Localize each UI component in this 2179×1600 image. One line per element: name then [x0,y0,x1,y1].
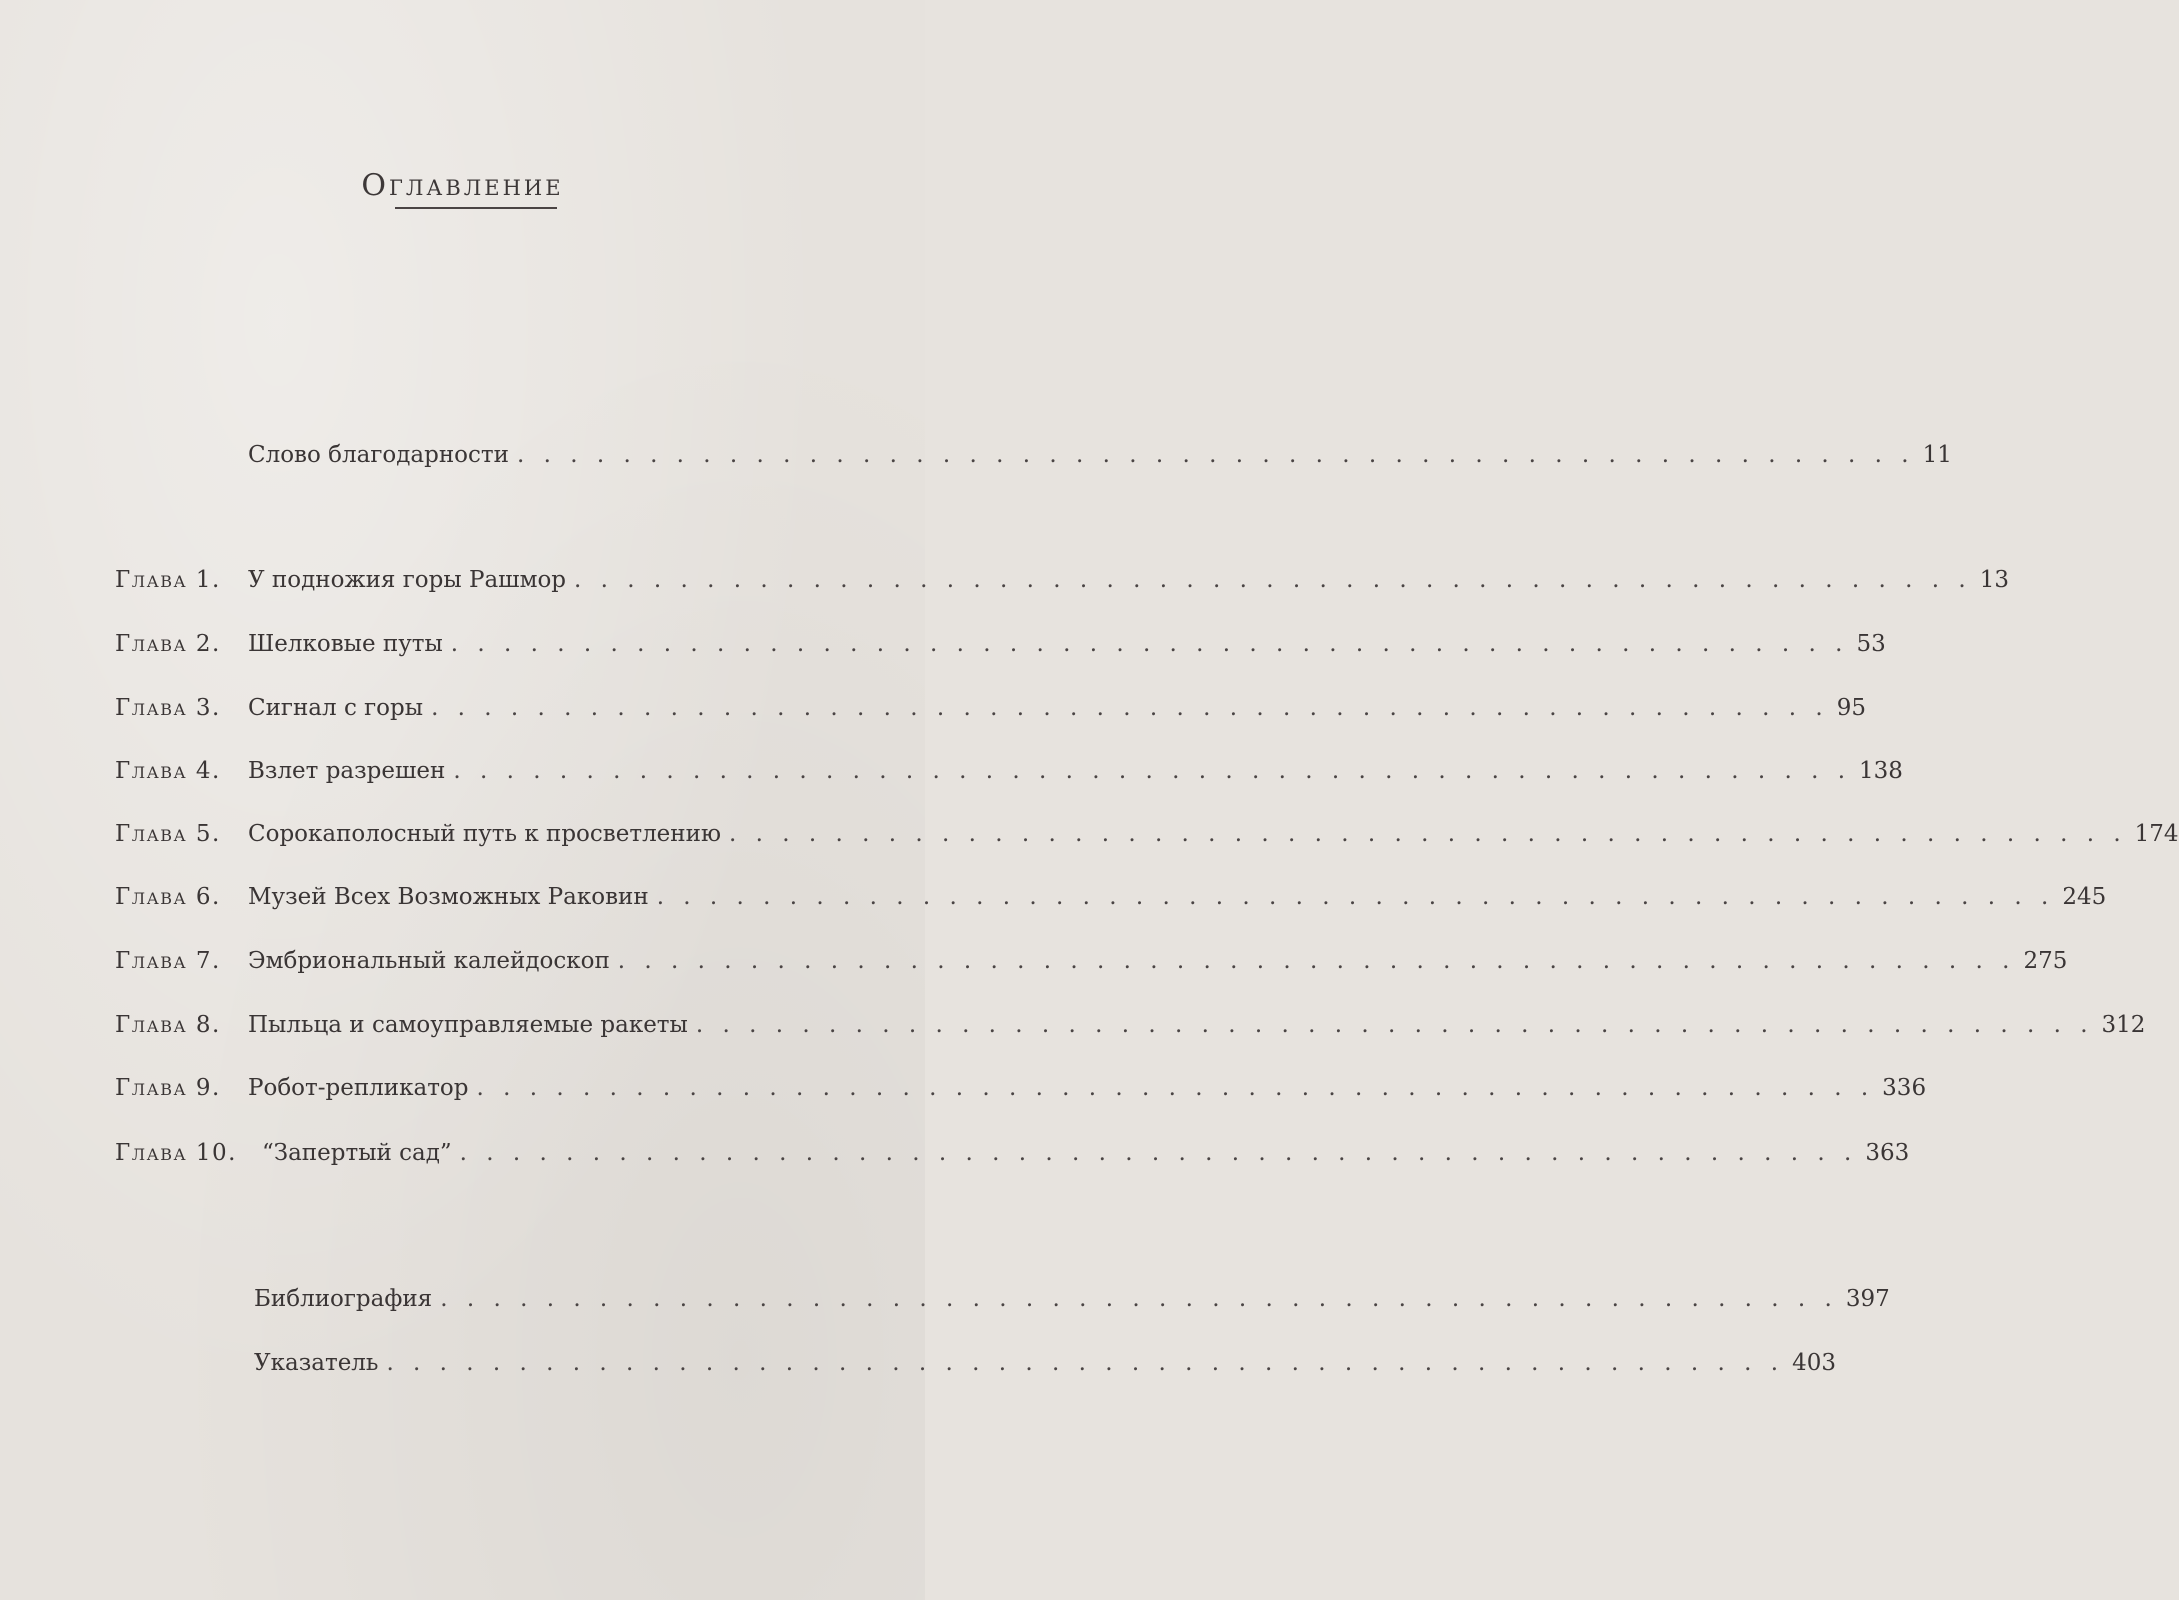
toc-page-number: 336 [1882,1075,1927,1101]
chapter-label: Глава 7. [115,948,221,974]
toc-entry [248,821,2179,847]
toc-entry-bibliography [254,1286,1890,1312]
toc-entry [248,1012,2146,1038]
chapter-label: Глава 9. [115,1075,221,1101]
dot-leader: . . . . . . . . . . . . . . . . . . . . . . . . . . . . . . . . . . . . . . . . . . . . . . . . . . . . . [617,948,2016,974]
toc-entry-name: Слово благодарности [248,442,509,468]
toc-entry-name: Эмбриональный калейдоскоп [248,948,610,974]
chapter-label: Глава 5. [115,821,221,847]
toc-page-number: 275 [2023,948,2068,974]
toc-page-number: 138 [1859,758,1903,784]
toc-page-number: 245 [2062,884,2107,910]
title-underline [395,207,557,209]
toc-entry [248,758,1903,784]
dot-leader: . . . . . . . . . . . . . . . . . . . . . . . . . . . . . . . . . . . . . . . . . . . . . . . . . . . . . [476,1075,1875,1101]
toc-entry [248,567,2009,593]
toc-title: Оглавление [361,168,564,203]
dot-leader: . . . . . . . . . . . . . . . . . . . . . . . . . . . . . . . . . . . . . . . . . . . . . . . . . . . . . [516,442,1915,468]
dot-leader: . . . . . . . . . . . . . . . . . . . . . . . . . . . . . . . . . . . . . . . . . . . . . . . . . . . . . [574,567,1972,593]
chapter-label: Глава 10. [115,1140,237,1166]
toc-page-number: 312 [2101,1012,2146,1038]
toc-entry [248,1075,1927,1101]
dot-leader: . . . . . . . . . . . . . . . . . . . . . . . . . . . . . . . . . . . . . . . . . . . . . . . . . . . . . [440,1286,1838,1312]
toc-page-number: 403 [1792,1350,1837,1376]
chapter-label: Глава 6. [115,884,221,910]
toc-entry-name: Сигнал с горы [248,695,424,721]
toc-entry [248,884,2107,910]
toc-page-number: 95 [1836,695,1867,721]
toc-entry-name: У подножия горы Рашмор [248,567,567,593]
toc-entry-name: Пыльца и самоуправляемые ракеты [248,1012,688,1038]
toc-entry [262,1140,1910,1166]
toc-entry [248,695,1867,721]
toc-entry-name: “Запертый сад” [262,1140,452,1166]
toc-page-number: 11 [1922,442,1952,468]
toc-entry-name: Музей Всех Возможных Раковин [248,884,649,910]
toc-page-number: 363 [1865,1140,1910,1166]
toc-page-number: 13 [1979,567,2009,593]
dot-leader: . . . . . . . . . . . . . . . . . . . . . . . . . . . . . . . . . . . . . . . . . . . . . . . . . . . . . [695,1012,2094,1038]
toc-entry-name: Шелковые путы [248,631,443,657]
toc-page-number: 174 [2134,821,2179,847]
chapter-label: Глава 2. [115,631,221,657]
toc-page-number: 397 [1845,1286,1890,1312]
chapter-label: Глава 1. [115,567,221,593]
toc-entry-name: Указатель [254,1350,379,1376]
chapter-label: Глава 8. [115,1012,221,1038]
toc-entry-name: Библиография [254,1286,433,1312]
dot-leader: . . . . . . . . . . . . . . . . . . . . . . . . . . . . . . . . . . . . . . . . . . . . . . . . . . . . . [386,1350,1785,1376]
dot-leader: . . . . . . . . . . . . . . . . . . . . . . . . . . . . . . . . . . . . . . . . . . . . . . . . . . . . . [453,758,1852,784]
toc-entry-acknowledgements [248,442,1952,468]
toc-entry-index [254,1350,1837,1376]
dot-leader: . . . . . . . . . . . . . . . . . . . . . . . . . . . . . . . . . . . . . . . . . . . . . . . . . . . . . [728,821,2127,847]
toc-entry [248,631,1886,657]
chapter-label: Глава 4. [115,758,221,784]
toc-page-number: 53 [1856,631,1886,657]
toc-entry [248,948,2068,974]
chapter-label: Глава 3. [115,695,221,721]
toc-entry-name: Робот-репликатор [248,1075,469,1101]
dot-leader: . . . . . . . . . . . . . . . . . . . . . . . . . . . . . . . . . . . . . . . . . . . . . . . . . . . . . [431,695,1829,721]
dot-leader: . . . . . . . . . . . . . . . . . . . . . . . . . . . . . . . . . . . . . . . . . . . . . . . . . . . . . [450,631,1849,657]
toc-entry-name: Сорокаполосный путь к просветлению [248,821,721,847]
toc-entry-name: Взлет разрешен [248,758,446,784]
dot-leader: . . . . . . . . . . . . . . . . . . . . . . . . . . . . . . . . . . . . . . . . . . . . . . . . . . . . . [656,884,2055,910]
dot-leader: . . . . . . . . . . . . . . . . . . . . . . . . . . . . . . . . . . . . . . . . . . . . . . . . . . . . . [459,1140,1858,1166]
